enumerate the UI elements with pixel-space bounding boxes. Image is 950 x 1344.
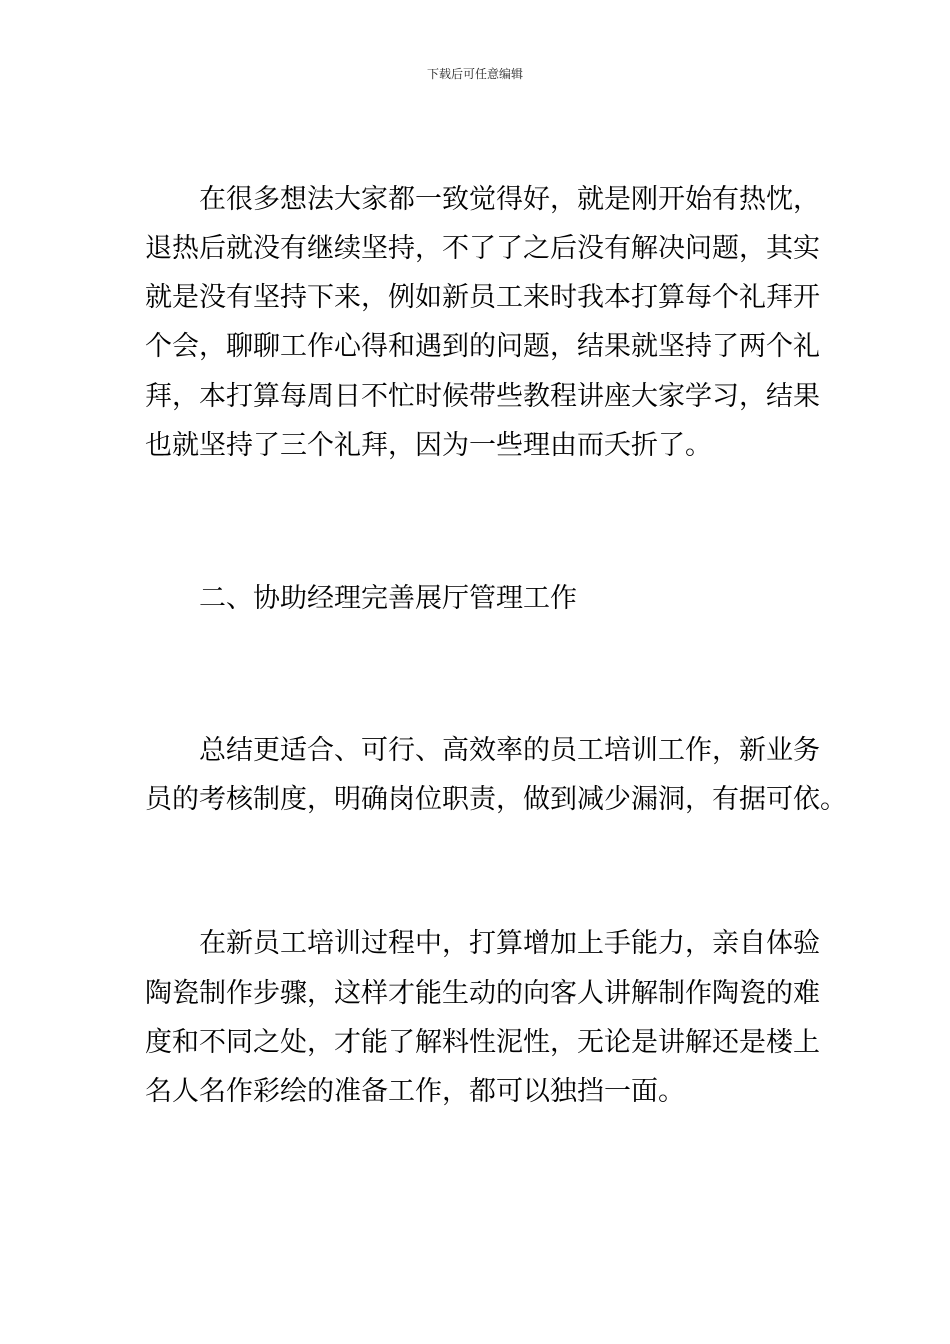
paragraph-line: 拜，本打算每周日不忙时候带些教程讲座大家学习，结果 [145, 381, 820, 412]
paragraph-line: 名人名作彩绘的准备工作，都可以独挡一面。 [145, 1076, 685, 1107]
paragraph-line: 总结更适合、可行、高效率的员工培训工作，新业务 [199, 735, 820, 766]
paragraph-line: 陶瓷制作步骤，这样才能生动的向客人讲解制作陶瓷的难 [145, 978, 820, 1009]
paragraph-line: 度和不同之处，才能了解料性泥性，无论是讲解还是楼上 [145, 1027, 820, 1058]
paragraph-line: 个会，聊聊工作心得和遇到的问题，结果就坚持了两个礼 [145, 331, 820, 362]
paragraph-line: 在新员工培训过程中，打算增加上手能力，亲自体验 [199, 928, 820, 959]
paragraph-line: 员的考核制度，明确岗位职责，做到减少漏洞，有据可依。 [145, 784, 847, 815]
section-heading: 二、协助经理完善展厅管理工作 [199, 583, 577, 614]
paragraph-line: 也就坚持了三个礼拜，因为一些理由而夭折了。 [145, 430, 712, 461]
paragraph-line: 在很多想法大家都一致觉得好，就是刚开始有热忱， [199, 184, 820, 215]
paragraph-line: 退热后就没有继续坚持，不了了之后没有解决问题，其实 [145, 233, 820, 264]
header-note: 下载后可任意编辑 [426, 67, 523, 81]
paragraph-line: 就是没有坚持下来，例如新员工来时我本打算每个礼拜开 [145, 282, 820, 313]
